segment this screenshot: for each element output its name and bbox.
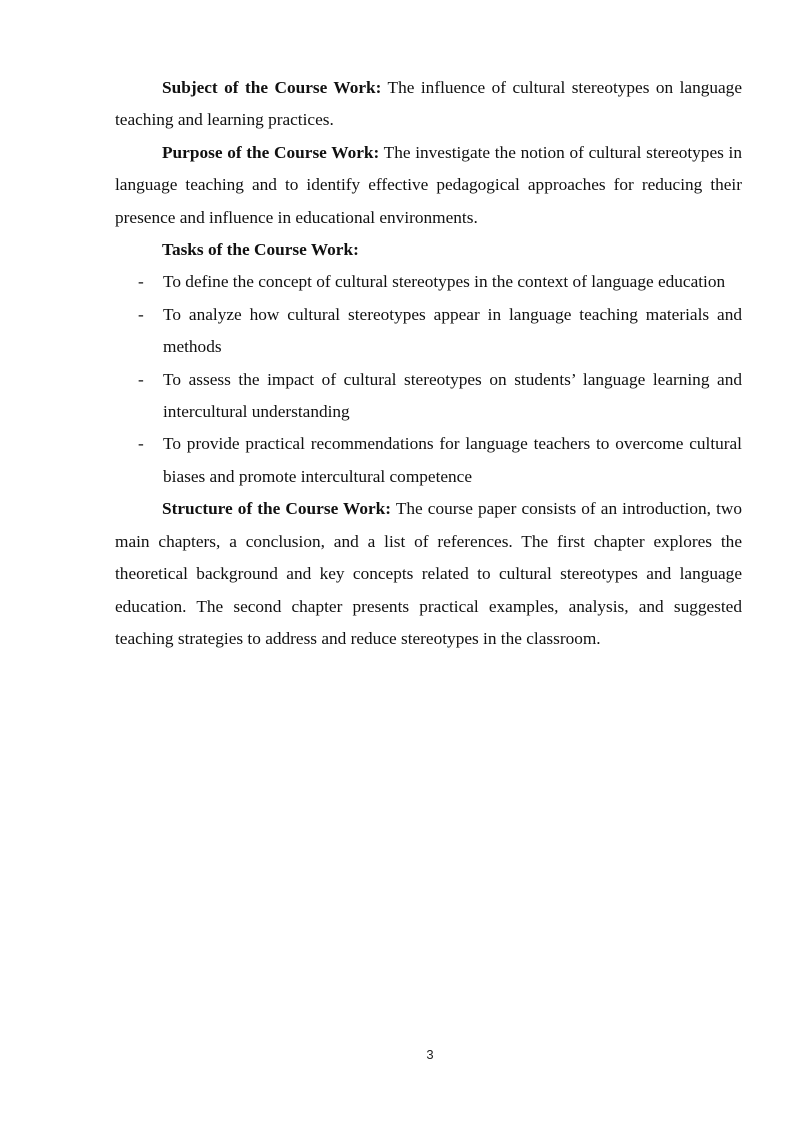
task-text: To assess the impact of cultural stereotypes on students’ language learning and intercultural understanding <box>163 369 742 422</box>
task-item-1 <box>115 266 742 298</box>
tasks-list <box>115 266 742 493</box>
list-dash: - <box>138 272 144 292</box>
task-item-3 <box>115 364 742 429</box>
list-dash: - <box>138 369 144 389</box>
structure-paragraph <box>115 493 742 655</box>
subject-text: The influence of cultural stereotypes on language teaching and learning practices. <box>115 78 742 130</box>
structure-label: Structure of the Course Work: <box>162 499 392 519</box>
purpose-text: The investigate the notion of cultural stereotypes in language teaching and to identify effective pedagogical approaches for reducing their presence and influence in educational environments. <box>115 142 742 227</box>
purpose-label: Purpose of the Course Work: <box>162 142 380 162</box>
list-dash: - <box>138 304 144 324</box>
purpose-paragraph <box>115 137 742 234</box>
subject-paragraph <box>115 72 742 137</box>
page-number: 3 <box>426 1047 434 1062</box>
structure-text: The course paper consists of an introduction, two main chapters, a conclusion, and a list of references. The first chapter explores the theoretical background and key concepts related to cultural stereotypes and language education. The second chapter presents practical examples, analysis, and suggested teaching strategies to address and reduce stereotypes in the classroom. <box>115 499 742 648</box>
tasks-heading: Tasks of the Course Work: <box>162 240 359 260</box>
list-dash: - <box>138 434 144 454</box>
task-item-2 <box>115 299 742 364</box>
subject-label: Subject of the Course Work: <box>162 78 382 97</box>
task-text: To provide practical recommendations for language teachers to overcome cultural biases and promote intercultural competence <box>163 434 742 486</box>
page-content <box>115 72 742 655</box>
task-text: To analyze how cultural stereotypes appear in language teaching materials and methods <box>163 304 742 357</box>
task-item-4 <box>115 428 742 493</box>
task-text: To define the concept of cultural stereotypes in the context of language education <box>163 272 726 292</box>
